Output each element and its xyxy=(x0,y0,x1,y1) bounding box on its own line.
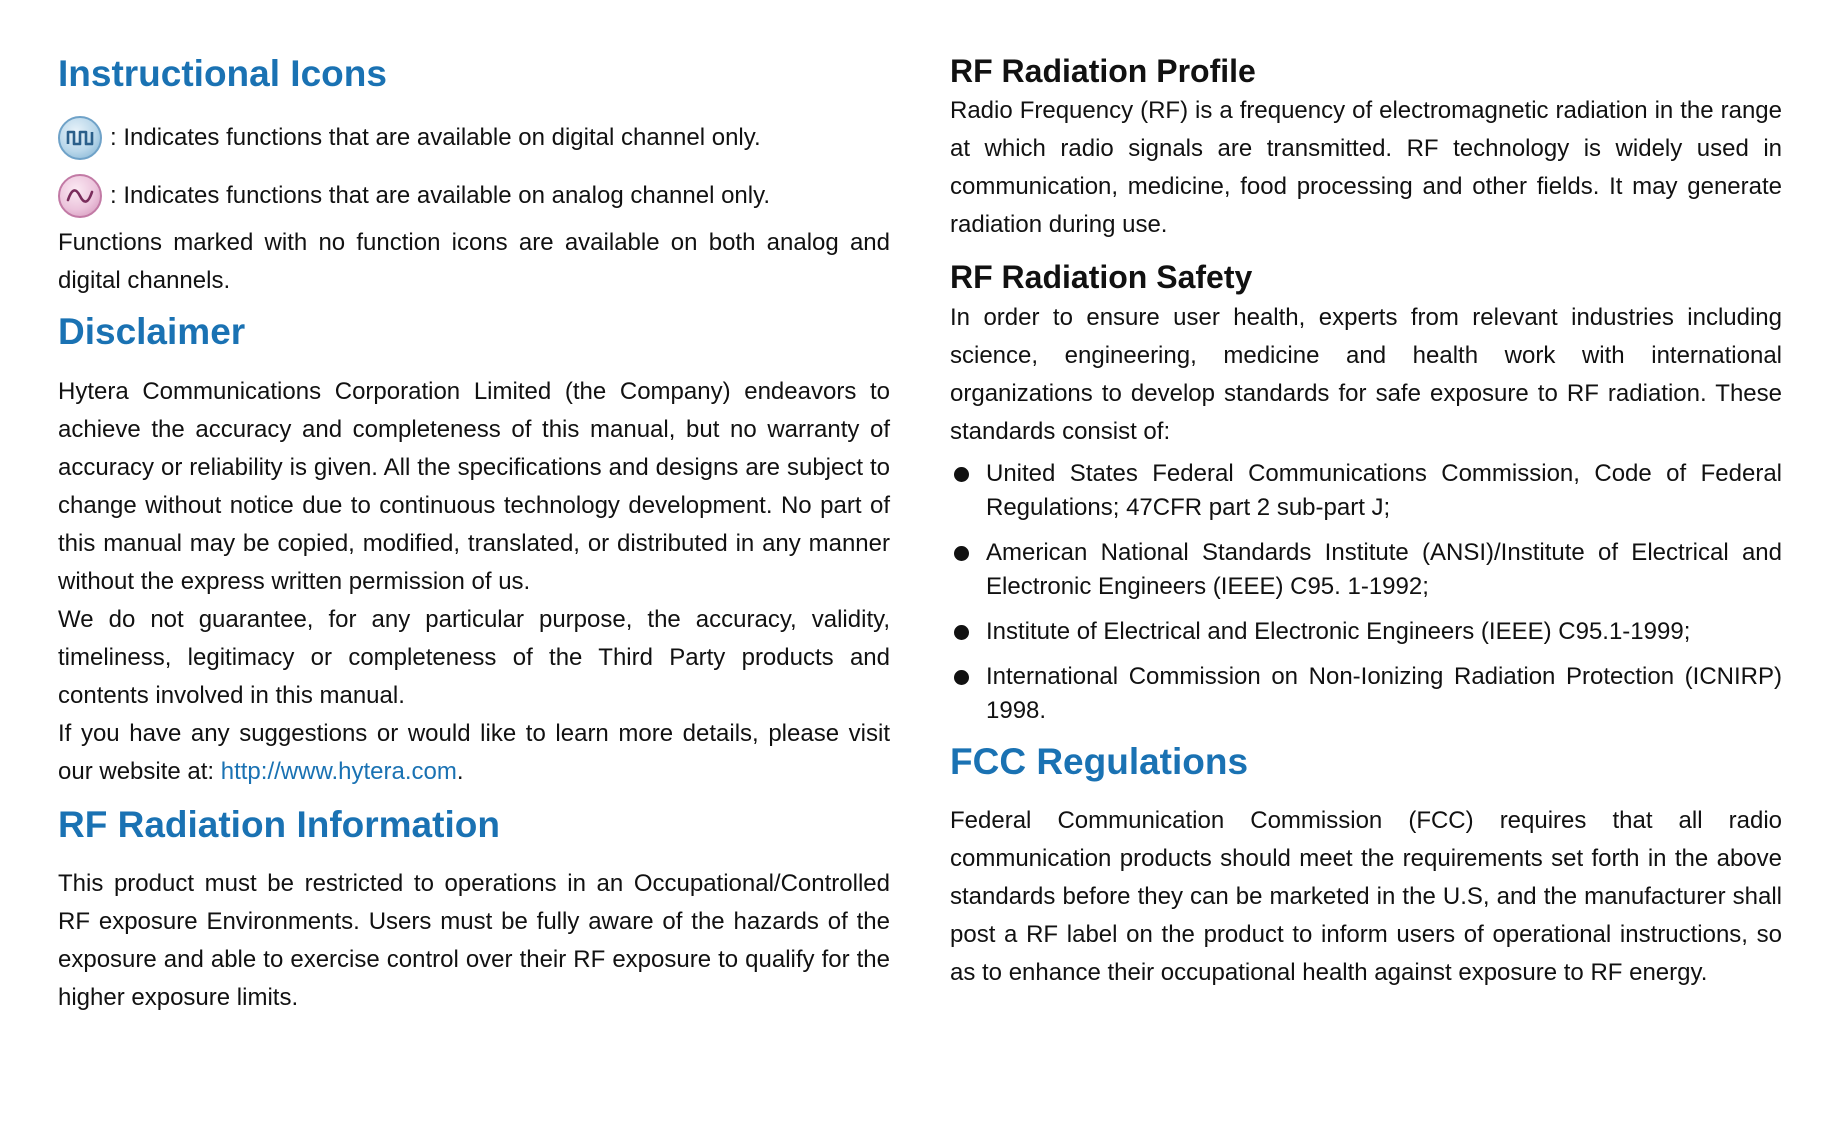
standards-item-text: American National Standards Institute (ANSI)/Institute of Electrical and Electronic Engineers (IEEE) C95. 1-1992; xyxy=(986,538,1782,600)
standards-list-item xyxy=(950,457,1782,525)
standards-list-item xyxy=(950,536,1782,604)
bullet-dot-icon xyxy=(954,467,969,482)
rf-radiation-profile-heading: RF Radiation Profile xyxy=(950,53,1256,89)
standards-list-item xyxy=(950,615,1782,649)
rf-radiation-safety-paragraph: In order to ensure user health, experts from relevant industries including science, engineering, medicine and health work with international organizations to develop standards for safe exposure to RF radiation. These standards consist of: xyxy=(950,303,1782,445)
rf-radiation-safety-heading: RF Radiation Safety xyxy=(950,259,1253,296)
fcc-regulations-paragraph: Federal Communication Commission (FCC) requires that all radio communication products should meet the requirements set forth in the above standards before they can be marketed in the U.S, and the manufacturer shall post a RF label on the product to inform users of operational instructions, so as to enhance their occupational health against exposure to RF energy. xyxy=(950,807,1782,987)
disclaimer-heading: Disclaimer xyxy=(58,311,246,353)
website-suffix-text: . xyxy=(456,757,464,785)
bullet-dot-icon xyxy=(954,670,969,685)
disclaimer-paragraph-1: Hytera Communications Corporation Limited (the Company) endeavors to achieve the accuracy and completeness of this manual, but no warranty of accuracy or reliability is given. All the specifications and designs are subject to change without notice due to continuous technology development. No part of this manual may be copied, modified, translated, or distributed in any manner without the express written permission of us. xyxy=(58,377,890,595)
rf-radiation-information-heading: RF Radiation Information xyxy=(58,803,500,845)
disclaimer-paragraph-2: We do not guarantee, for any particular purpose, the accuracy, validity, timeliness, legitimacy or completeness of the Third Party products and contents involved in this manual. xyxy=(58,605,890,709)
disclaimer-section xyxy=(58,310,890,790)
instructional-icons-section xyxy=(58,52,890,300)
digital-icon-line xyxy=(58,116,890,160)
standards-list xyxy=(950,457,1782,728)
instructional-icons-heading: Instructional Icons xyxy=(58,53,387,94)
both-channels-note: Functions marked with no function icons are available on both analog and digital channels. xyxy=(58,229,890,295)
digital-icon-description: : Indicates functions that are available on digital channel only. xyxy=(110,124,761,152)
website-prefix-text: If you have any suggestions or would like to learn more details, please visit our website at: xyxy=(58,719,890,785)
fcc-regulations-heading: FCC Regulations xyxy=(950,740,1249,782)
rf-radiation-information-section xyxy=(58,803,890,1017)
analog-icon-line xyxy=(58,174,890,218)
standards-list-item xyxy=(950,660,1782,728)
fcc-regulations-section xyxy=(950,740,1782,992)
rf-radiation-profile-paragraph: Radio Frequency (RF) is a frequency of electromagnetic radiation in the range at which radio signals are transmitted. RF technology is widely used in communication, medicine, food processing and other fields. It may generate radiation during use. xyxy=(950,97,1782,239)
bullet-dot-icon xyxy=(954,625,969,640)
analog-icon-description: : Indicates functions that are available on analog channel only. xyxy=(110,182,770,210)
digital-channel-icon xyxy=(58,116,102,160)
standards-item-text: International Commission on Non-Ionizing Radiation Protection (ICNIRP) 1998. xyxy=(986,662,1782,724)
left-column xyxy=(58,52,890,1017)
disclaimer-paragraph-3 xyxy=(58,715,890,791)
bullet-dot-icon xyxy=(954,546,969,561)
standards-item-text: United States Federal Communications Commission, Code of Federal Regulations; 47CFR part 2 sub-part J; xyxy=(986,459,1782,521)
rf-radiation-information-paragraph: This product must be restricted to operations in an Occupational/Controlled RF exposure Environments. Users must be fully aware of the hazards of the exposure and able to exercise control over their RF exposure to qualify for the higher exposure limits. xyxy=(58,870,890,1012)
rf-radiation-profile-section xyxy=(950,52,1782,244)
right-column xyxy=(950,52,1782,992)
analog-channel-icon xyxy=(58,174,102,218)
standards-item-text: Institute of Electrical and Electronic Engineers (IEEE) C95.1-1999; xyxy=(986,617,1691,645)
rf-radiation-safety-section xyxy=(950,258,1782,727)
website-link[interactable]: http://www.hytera.com xyxy=(220,757,457,785)
